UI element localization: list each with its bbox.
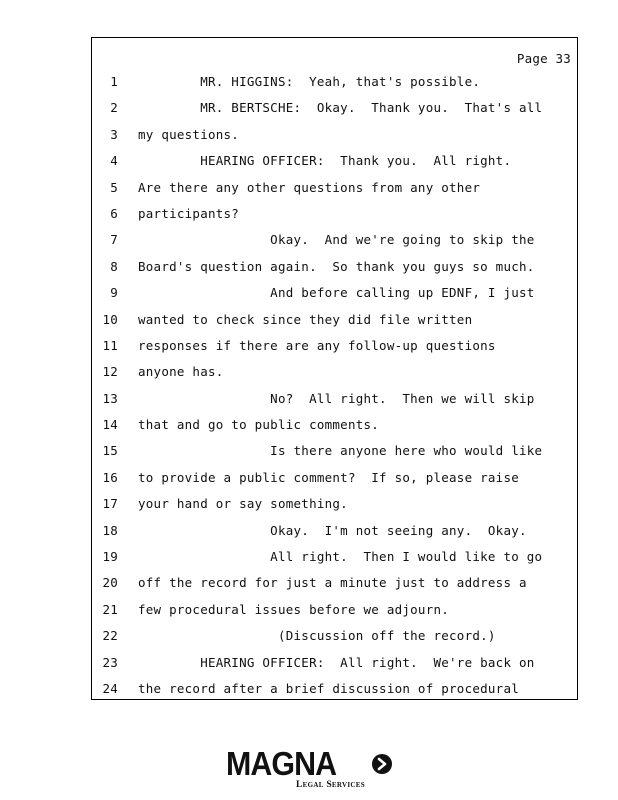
line-number: 9	[110, 285, 118, 301]
line-text: MR. HIGGINS: Yeah, that's possible.	[138, 74, 481, 89]
line-text: that and go to public comments.	[138, 417, 380, 433]
transcript-line	[92, 127, 577, 153]
line-text: No? All right. Then we will skip	[138, 390, 535, 406]
line-number: 2	[110, 100, 118, 116]
line-text: off the record for just a minute just to address a	[138, 575, 527, 591]
circle-chevron-right-icon	[372, 754, 392, 774]
logo-wordmark: MAGNA	[226, 745, 337, 782]
line-text: Is there anyone here who would like	[138, 443, 543, 459]
line-number: 8	[110, 258, 118, 274]
line-number: 11	[102, 337, 118, 353]
line-number: 13	[102, 390, 118, 406]
line-text: anyone has.	[138, 364, 224, 380]
transcript-line	[92, 496, 577, 522]
line-number: 1	[110, 74, 118, 89]
line-text: your hand or say something.	[138, 496, 348, 512]
transcript-line	[92, 681, 577, 707]
line-text: And before calling up EDNF, I just	[138, 285, 535, 301]
transcript-line	[92, 443, 577, 469]
line-number: 20	[102, 575, 118, 591]
transcript-line	[92, 549, 577, 575]
transcript-lines	[92, 74, 577, 707]
line-number: 3	[110, 126, 118, 142]
transcript-line	[92, 180, 577, 206]
line-number: 16	[102, 469, 118, 485]
line-number: 12	[102, 364, 118, 380]
line-text: the record after a brief discussion of procedural	[138, 680, 520, 696]
transcript-page	[91, 37, 578, 700]
line-text: HEARING OFFICER: Thank you. All right.	[138, 153, 512, 169]
line-number: 19	[102, 549, 118, 565]
line-number: 7	[110, 232, 118, 248]
line-text: to provide a public comment? If so, please raise	[138, 469, 520, 485]
line-text: participants?	[138, 205, 240, 221]
line-text: wanted to check since they did file written	[138, 311, 473, 327]
line-text: MR. BERTSCHE: Okay. Thank you. That's all	[138, 100, 543, 116]
transcript-line	[92, 364, 577, 390]
line-text: Okay. And we're going to skip the	[138, 232, 535, 248]
transcript-line	[92, 523, 577, 549]
line-number: 15	[102, 443, 118, 459]
transcript-line	[92, 628, 577, 654]
magna-logo	[226, 746, 396, 792]
line-number: 21	[102, 601, 118, 617]
line-number: 22	[102, 628, 118, 644]
transcript-line	[92, 602, 577, 628]
line-number: 10	[102, 311, 118, 327]
line-text: Are there any other questions from any other	[138, 179, 481, 195]
line-text: my questions.	[138, 126, 240, 142]
transcript-line	[92, 655, 577, 681]
transcript-line	[92, 285, 577, 311]
line-text: All right. Then I would like to go	[138, 549, 543, 565]
line-number: 18	[102, 522, 118, 538]
transcript-line	[92, 100, 577, 126]
line-text: Board's question again. So thank you guys so much.	[138, 258, 535, 274]
transcript-line	[92, 206, 577, 232]
transcript-line	[92, 153, 577, 179]
transcript-line	[92, 74, 577, 100]
line-number: 14	[102, 417, 118, 433]
logo-subtitle: Legal Services	[296, 780, 365, 790]
line-text: Okay. I'm not seeing any. Okay.	[138, 522, 527, 538]
line-number: 4	[110, 153, 118, 169]
transcript-line	[92, 417, 577, 443]
line-number: 6	[110, 205, 118, 221]
transcript-line	[92, 575, 577, 601]
line-text: (Discussion off the record.)	[138, 628, 496, 644]
line-text: few procedural issues before we adjourn.	[138, 601, 450, 617]
line-number: 23	[102, 654, 118, 670]
line-number: 17	[102, 496, 118, 512]
transcript-line	[92, 338, 577, 364]
page-number: Page 33	[516, 51, 571, 66]
transcript-line	[92, 259, 577, 285]
transcript-line	[92, 312, 577, 338]
transcript-line	[92, 232, 577, 258]
line-number: 24	[102, 680, 118, 696]
line-text: HEARING OFFICER: All right. We're back on	[138, 654, 535, 670]
transcript-line	[92, 391, 577, 417]
line-text: responses if there are any follow-up questions	[138, 337, 496, 353]
transcript-line	[92, 470, 577, 496]
line-number: 5	[110, 179, 118, 195]
